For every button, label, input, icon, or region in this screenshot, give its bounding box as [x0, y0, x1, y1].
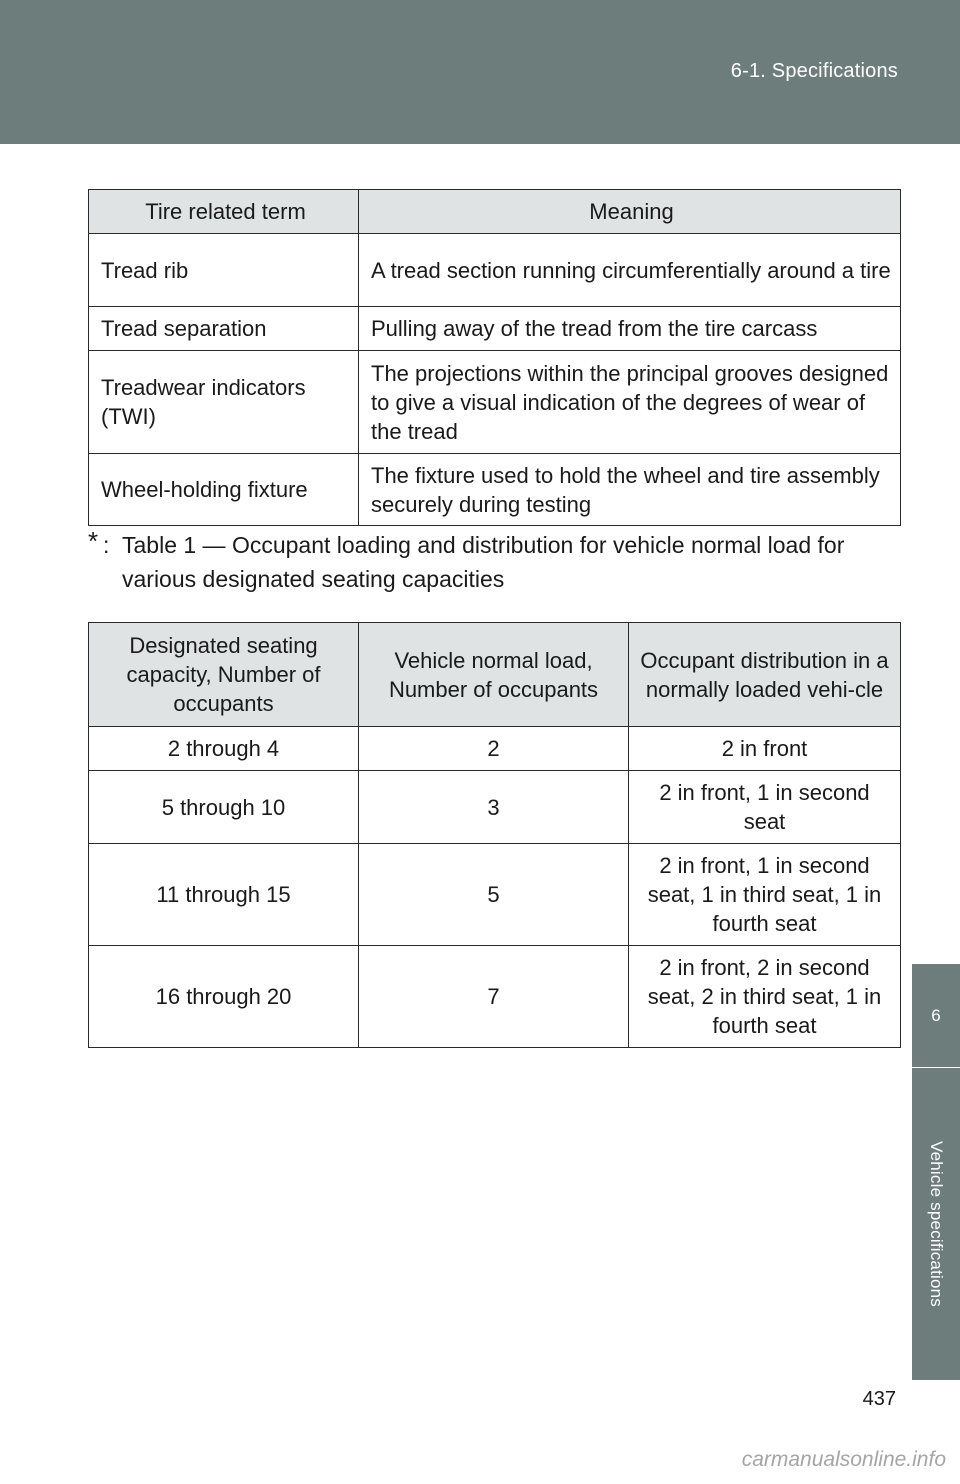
tire-terms-table: [88, 189, 901, 526]
table-cell: 3: [359, 771, 629, 844]
chapter-tab-label-text: Vehicle specifications: [927, 1141, 946, 1307]
page-number: 437: [862, 1388, 896, 1410]
table-footnote: [88, 528, 908, 596]
chapter-tab-number: 6: [912, 964, 960, 1067]
header-band: [0, 0, 960, 144]
table-cell: 2 in front, 2 in second seat, 2 in third seat, 1 in fourth seat: [629, 946, 901, 1048]
seating-capacity-table: [88, 622, 901, 1048]
table-row: [89, 727, 901, 771]
chapter-tab-label: [912, 1068, 960, 1380]
table-cell: Tread separation: [89, 307, 359, 351]
table-cell: 11 through 15: [89, 844, 359, 946]
table-cell: Pulling away of the tread from the tire carcass: [359, 307, 901, 351]
table-cell: 2: [359, 727, 629, 771]
table-row: [89, 844, 901, 946]
footnote-text: Table 1 — Occupant loading and distribution for vehicle normal load for various designated seating capacities: [122, 532, 845, 592]
table-row: [89, 307, 901, 351]
table-cell: The projections within the principal grooves designed to give a visual indication of the degrees of wear of the tread: [359, 351, 901, 454]
footnote-colon: :: [103, 532, 110, 558]
column-header: Vehicle normal load, Number of occupants: [359, 623, 629, 727]
table-cell: 7: [359, 946, 629, 1048]
section-title: 6-1. Specifications: [730, 60, 898, 82]
column-header: Occupant distribution in a normally loaded vehi-cle: [629, 623, 901, 727]
table-cell: 2 in front: [629, 727, 901, 771]
table-cell: 2 in front, 1 in second seat, 1 in third seat, 1 in fourth seat: [629, 844, 901, 946]
table-cell: Treadwear indicators (TWI): [89, 351, 359, 454]
table-cell: Tread rib: [89, 234, 359, 307]
table-cell: 5 through 10: [89, 771, 359, 844]
table-row: [89, 351, 901, 454]
table-cell: 2 in front, 1 in second seat: [629, 771, 901, 844]
column-header: Tire related term: [89, 190, 359, 234]
table-row: [89, 771, 901, 844]
table-row: [89, 454, 901, 526]
table-row: [89, 234, 901, 307]
table-cell: 5: [359, 844, 629, 946]
table-cell: 16 through 20: [89, 946, 359, 1048]
table-header-row: [89, 623, 901, 727]
column-header: Designated seating capacity, Number of occupants: [89, 623, 359, 727]
column-header: Meaning: [359, 190, 901, 234]
table-cell: A tread section running circumferentially around a tire: [359, 234, 901, 307]
table-row: [89, 946, 901, 1048]
footnote-asterisk: *: [88, 526, 99, 556]
table-header-row: [89, 190, 901, 234]
table-cell: Wheel-holding fixture: [89, 454, 359, 526]
table-cell: 2 through 4: [89, 727, 359, 771]
watermark: carmanualsonline.info: [741, 1448, 946, 1471]
table-cell: The fixture used to hold the wheel and tire assembly securely during testing: [359, 454, 901, 526]
